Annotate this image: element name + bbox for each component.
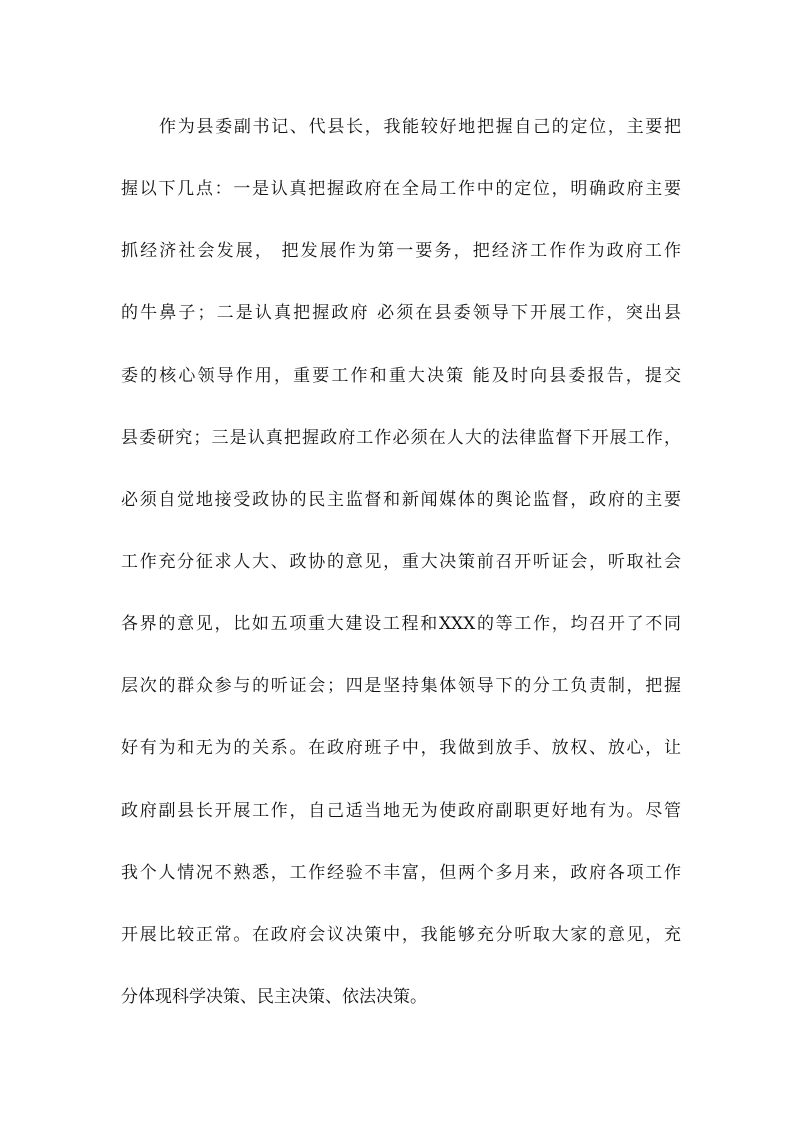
paragraph-line: 必须自觉地接受政协的民主监督和新闻媒体的舆论监督，政府的主要 <box>121 489 681 510</box>
paragraph-line: 握以下几点：一是认真把握政府在全局工作中的定位，明确政府主要 <box>121 179 681 200</box>
paragraph-line: 委的核心领导作用，重要工作和重大决策 能及时向县委报告，提交 <box>121 365 681 386</box>
paragraph-line: 分体现科学决策、民主决策、依法决策。 <box>121 986 427 1007</box>
paragraph-line: 各界的意见，比如五项重大建设工程和XXX的等工作，均召开了不同 <box>121 614 681 635</box>
paragraph-line: 政府副县长开展工作，自己适当地无为使政府副职更好地有为。尽管 <box>121 800 681 821</box>
paragraph-line: 的牛鼻子；二是认真把握政府 必须在县委领导下开展工作，突出县 <box>121 303 681 324</box>
paragraph-line: 层次的群众参与的听证会；四是坚持集体领导下的分工负责制，把握 <box>121 676 681 697</box>
paragraph-line: 工作充分征求人大、政协的意见，重大决策前召开听证会，听取社会 <box>121 551 681 572</box>
paragraph-line: 抓经济社会发展， 把发展作为第一要务，把经济工作作为政府工作 <box>121 241 681 262</box>
body-paragraph <box>121 107 681 1039</box>
paragraph-line: 开展比较正常。在政府会议决策中，我能够充分听取大家的意见，充 <box>121 924 681 945</box>
paragraph-line: 好有为和无为的关系。在政府班子中，我做到放手、放权、放心，让 <box>121 738 681 759</box>
paragraph-line: 我个人情况不熟悉，工作经验不丰富，但两个多月来，政府各项工作 <box>121 862 681 883</box>
paragraph-line: 作为县委副书记、代县长，我能较好地把握自己的定位，主要把 <box>159 117 681 137</box>
paragraph-line: 县委研究；三是认真把握政府工作必须在人大的法律监督下开展工作， <box>121 427 681 448</box>
